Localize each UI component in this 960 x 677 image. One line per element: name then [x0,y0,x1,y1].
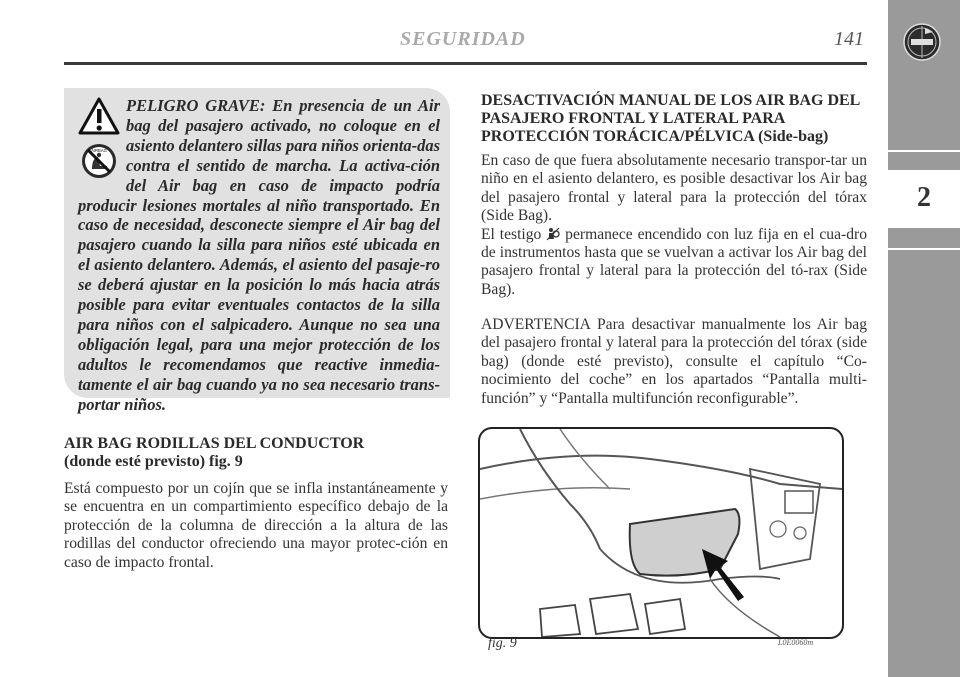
section-title: SEGURIDAD [400,28,526,50]
deactivation-text-1: En caso de que fuera absolutamente necesario transpor-tar un niño en el asiento delantero, es posible desactivar los Air bag del pasajero frontal y lateral para la protección del tórax (Side Bag). [481,152,867,225]
knee-airbag-heading-line2: (donde esté previsto) fig. 9 [64,453,243,470]
deactivation-paragraph [481,152,867,299]
knee-airbag-body: Está compuesto por un cojín que se infla instantáneamente y se encuentra en un compartimiento específico debajo de la protección de la columna de dirección a la altura de las rodillas del conductor ofreciendo una mayor protec-ción en caso de impacto frontal. [64,480,448,571]
lancia-logo-icon [902,22,942,62]
chapter-tab[interactable] [888,170,960,228]
knee-airbag-figure [478,427,844,639]
deactivation-heading: DESACTIVACIÓN MANUAL DE LOS AIR BAG DEL PASAJERO FRONTAL Y LATERAL PARA PROTECCIÓN TORÁCICA/PÉLVICA (Side-bag) [481,92,860,145]
warning-text [78,96,440,415]
figure-label: fig. 9 [488,636,517,651]
page-number: 141 [834,28,864,50]
chapter-number: 2 [917,182,931,213]
deactivation-text-2b: permanece encendido con luz fija en el cua-dro de instrumentos hasta que se vuelvan a activar los Air bag del pasajero frontal y lateral para la protección del tó-rax (Side Bag). [481,225,867,298]
knee-airbag-heading [64,435,444,471]
warning-paragraph: PELIGRO GRAVE: En presencia de un Air bag del pasajero activado, no coloque en el asiento delantero sillas para niños orienta-das contra el sentido de marcha. La activa-ción del Air bag en caso de impacto podría producir lesiones mortales al niño transportado. En caso de necesidad, desconecte siempre el Air bag del pasajero cuando la silla para niños esté ubicada en el asiento delantero. Además, el asiento del pasaje-ro se deberá ajustar en la posición lo más hacia atrás posible para evitar eventuales contactos de la silla para niños con el salpicadero. Aunque no sea una obligación legal, para una mejor protección de los adultos le recomendamos que reactive inmedia-tamente el air bag cuando ya no sea necesario trans-portar niños. [78,96,441,414]
svg-text:AIRBAG: AIRBAG [91,148,107,153]
deactivation-text-2a: El testigo [481,225,542,243]
airbag-off-warning-icon [546,227,560,241]
sidebar-divider [888,150,960,152]
knee-airbag-illustration [480,429,842,637]
figure-code: L0E0060m [778,638,814,647]
sidebar-divider [888,248,960,250]
header-rule [64,62,867,65]
knee-airbag-heading-line1: AIR BAG RODILLAS DEL CONDUCTOR [64,435,365,452]
chapter-sidebar [888,0,960,677]
deactivation-warning-note: ADVERTENCIA Para desactivar manualmente los Air bag del pasajero frontal y lateral para la protección del tórax (side bag) (donde esté previsto), consulte el capítulo “Co-nocimiento del coche” en los apartados “Pantalla multi-función” y “Pantalla multifunción reconfigurable”. [481,316,867,407]
